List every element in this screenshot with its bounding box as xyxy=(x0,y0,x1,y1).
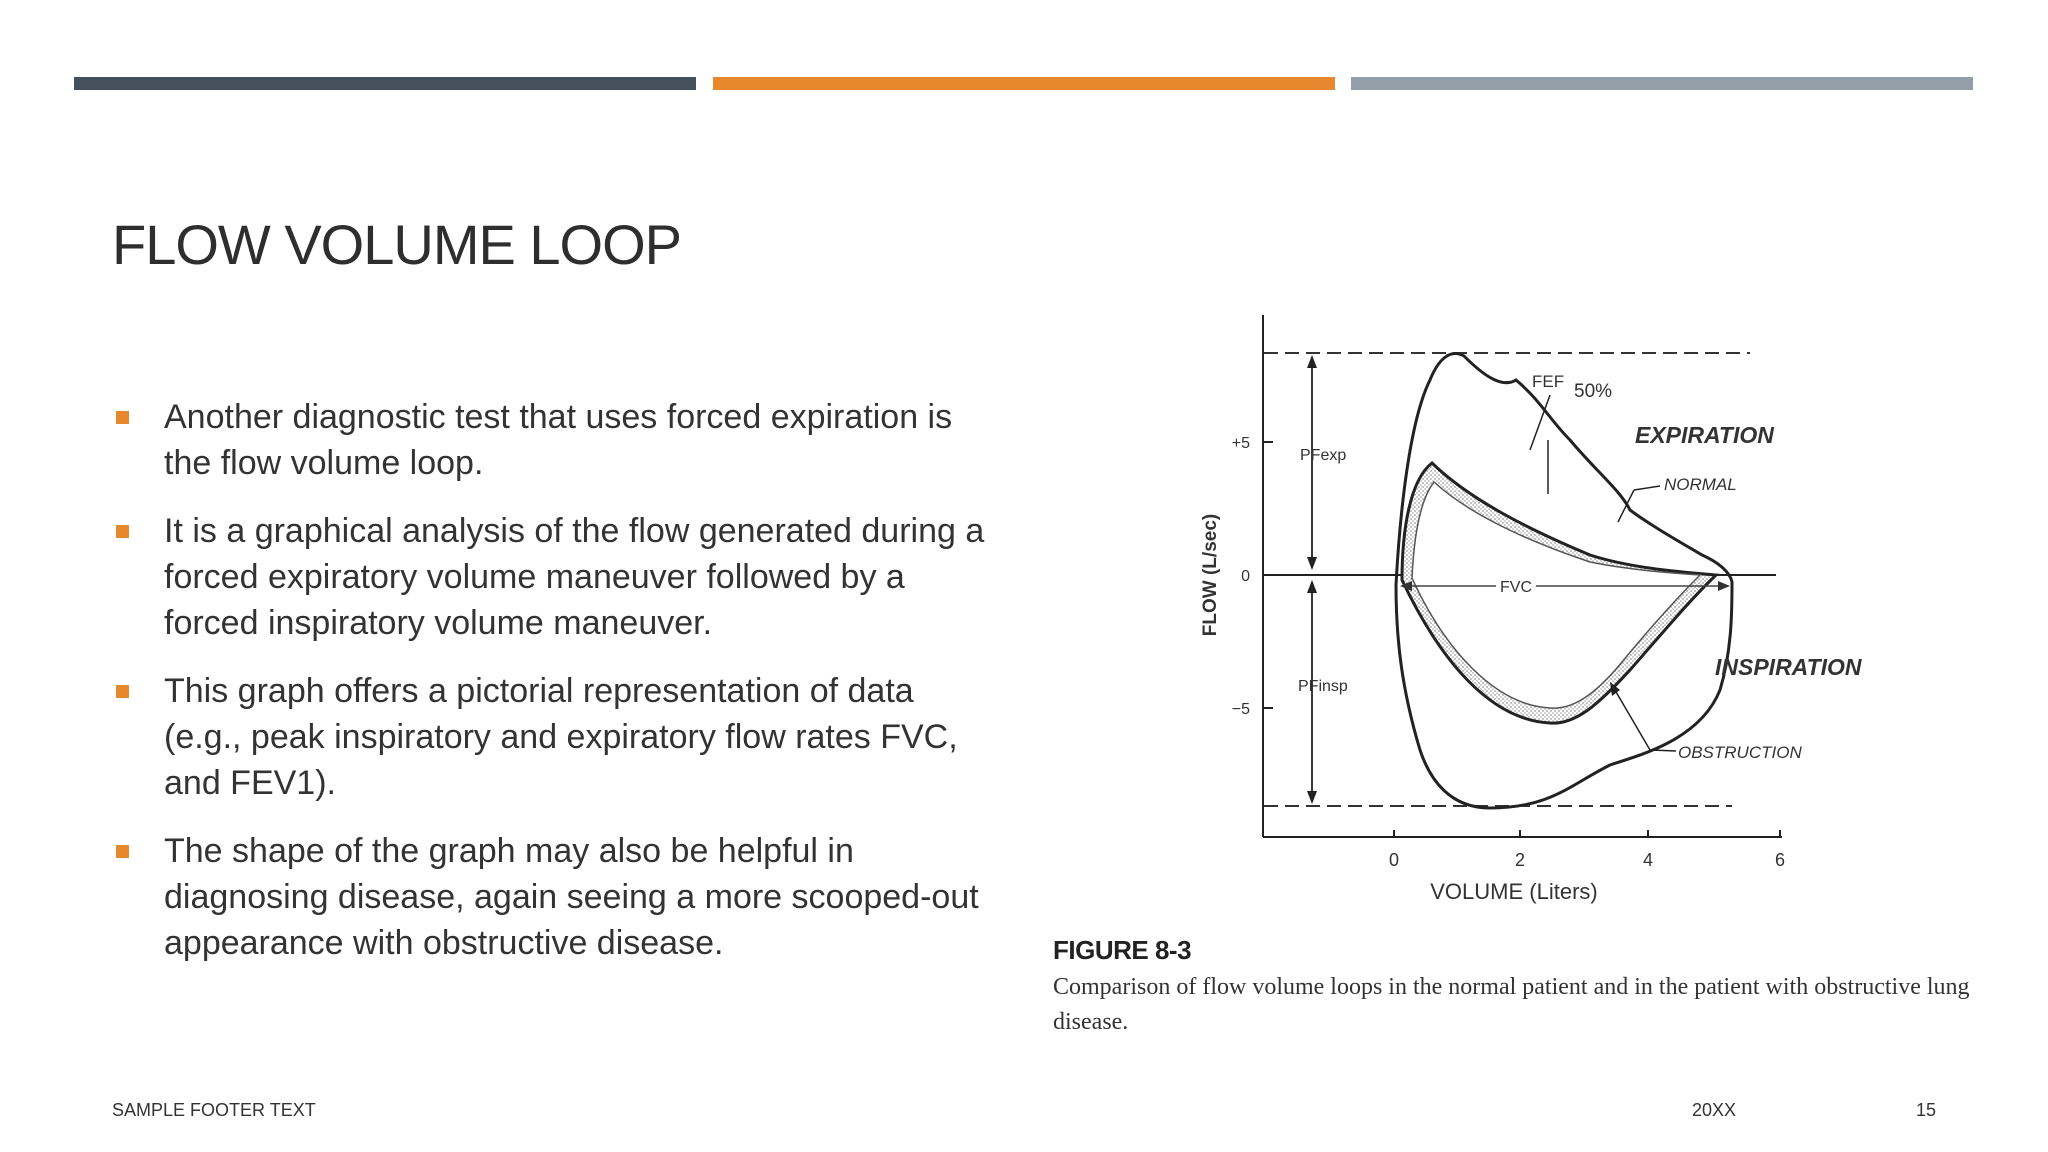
x-tick-label: 4 xyxy=(1642,850,1654,870)
normal-pointer xyxy=(1634,486,1660,490)
bullet-text: Another diagnostic test that uses forced expiration is the flow volume loop. xyxy=(164,398,953,482)
y-tick-label: 0 xyxy=(1241,568,1250,585)
pf-insp-arrowhead xyxy=(1307,580,1317,593)
bullet-square-icon xyxy=(116,685,129,698)
slide-title: FLOW VOLUME LOOP xyxy=(112,213,681,276)
pf-exp-arrowhead xyxy=(1307,557,1317,570)
normal-label: NORMAL xyxy=(1664,475,1737,494)
obstruction-pointer xyxy=(1650,750,1676,751)
obstruction-pointer xyxy=(1612,685,1650,750)
bullet-list xyxy=(112,394,992,988)
fvc-label: FVC xyxy=(1500,579,1532,596)
expiration-label: EXPIRATION xyxy=(1635,422,1774,448)
bullet-item xyxy=(112,508,992,646)
figure-title: FIGURE 8-3 xyxy=(1053,935,1192,965)
y-tick-label: +5 xyxy=(1231,435,1250,452)
fef-label: FEF xyxy=(1532,372,1565,391)
pf-exp-label: PFexp xyxy=(1300,447,1347,464)
x-tick-label: 6 xyxy=(1774,850,1786,870)
pf-insp-label: PFinsp xyxy=(1298,678,1348,695)
flow-volume-figure xyxy=(1050,310,1990,1050)
y-axis-title: FLOW (L/sec) xyxy=(1200,513,1221,637)
fvc-arrowhead xyxy=(1718,581,1730,591)
inspiration-label: INSPIRATION xyxy=(1715,654,1862,680)
bullet-item xyxy=(112,668,992,806)
pf-exp-arrowhead xyxy=(1307,355,1317,368)
x-axis-title: VOLUME (Liters) xyxy=(1430,879,1598,904)
footer-text: SAMPLE FOOTER TEXT xyxy=(112,1100,316,1120)
bullet-item xyxy=(112,394,992,486)
bullet-text: This graph offers a pictorial representation of data (e.g., peak inspiratory and expiratory flow rates FVC, and FEV1). xyxy=(164,672,958,802)
x-tick-label: 2 xyxy=(1514,850,1526,870)
fef-percent-label: 50% xyxy=(1574,381,1613,402)
page-number: 15 xyxy=(1916,1100,1937,1120)
accent-bar-gray xyxy=(1351,77,1973,90)
bullet-square-icon xyxy=(116,525,129,538)
accent-bar-dark xyxy=(74,77,696,90)
pf-insp-arrowhead xyxy=(1307,791,1317,804)
bullet-text: The shape of the graph may also be helpful in diagnosing disease, again seeing a more scooped-out appearance with obstructive disease. xyxy=(164,832,979,962)
obstruction-label: OBSTRUCTION xyxy=(1678,743,1802,762)
bullet-square-icon xyxy=(116,411,129,424)
y-tick-label: −5 xyxy=(1231,701,1250,718)
normal-loop-inner xyxy=(1412,482,1700,708)
bullet-item xyxy=(112,828,992,966)
flow-volume-diagram xyxy=(1050,310,1990,930)
accent-bar-orange xyxy=(713,77,1335,90)
bullet-square-icon xyxy=(116,845,129,858)
bullet-text: It is a graphical analysis of the flow generated during a forced expiratory volume maneuver followed by a forced inspiratory volume maneuver. xyxy=(164,512,985,642)
x-tick-label: 0 xyxy=(1388,850,1400,870)
figure-caption: Comparison of flow volume loops in the normal patient and in the patient with obstructive lung disease. xyxy=(1053,974,1970,1035)
footer-date: 20XX xyxy=(1692,1100,1737,1120)
